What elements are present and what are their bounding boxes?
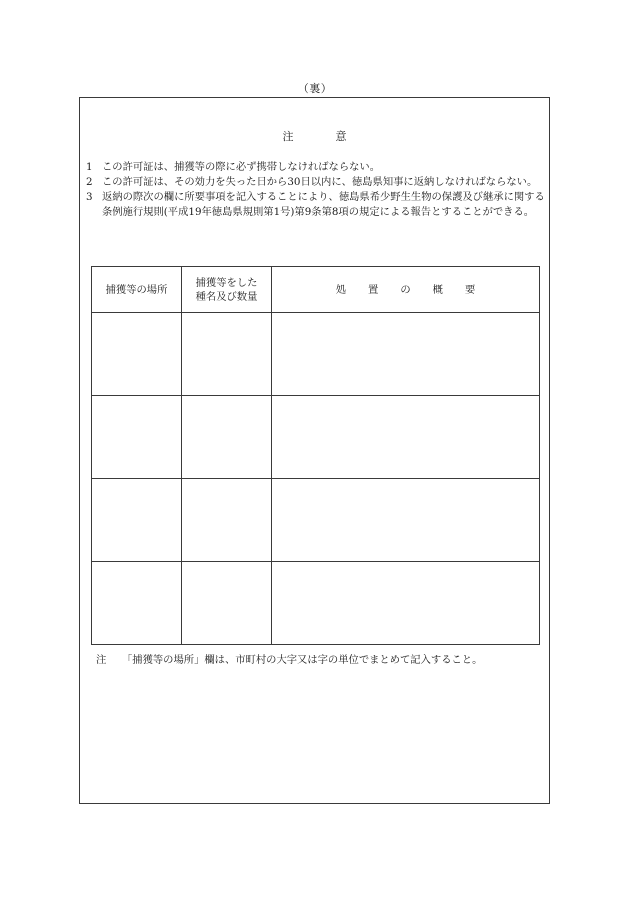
cell-species[interactable] [182, 562, 272, 645]
table-row [92, 479, 540, 562]
notes-list [86, 160, 548, 220]
cell-place[interactable] [92, 479, 182, 562]
notes-title [80, 128, 549, 144]
notes-title-char: 注 [282, 130, 294, 143]
cell-summary[interactable] [272, 479, 540, 562]
page-side-label: （裏） [297, 82, 333, 95]
capture-report-table [91, 266, 540, 645]
note-item [86, 160, 548, 175]
note-number: 3 [86, 191, 93, 203]
table-row [92, 562, 540, 645]
footnote-text: 「捕獲等の場所」欄は、市町村の大字又は字の単位でまとめて記入すること。 [122, 654, 483, 666]
note-item [86, 175, 548, 190]
cell-place[interactable] [92, 396, 182, 479]
header-capture-place: 捕獲等の場所 [92, 267, 182, 313]
cell-species[interactable] [182, 313, 272, 396]
header-species-quantity [182, 267, 272, 313]
cell-species[interactable] [182, 479, 272, 562]
note-number: 1 [86, 161, 93, 173]
cell-species[interactable] [182, 396, 272, 479]
note-text: この許可証は、捕獲等の際に必ず携帯しなければならない。 [102, 161, 381, 173]
header-species-line: 種名及び数量 [195, 290, 258, 303]
table-footnote [96, 651, 546, 666]
footnote-label: 注 [96, 654, 107, 666]
header-summary-char: の [400, 283, 411, 296]
cell-place[interactable] [92, 313, 182, 396]
header-summary-char: 処 [335, 283, 347, 296]
cell-summary[interactable] [272, 562, 540, 645]
header-species-line: 捕獲等をした [195, 276, 258, 289]
note-number: 2 [86, 176, 93, 188]
note-item [86, 190, 548, 220]
header-disposition-summary [272, 267, 540, 313]
permit-back-frame [79, 97, 550, 804]
cell-summary[interactable] [272, 396, 540, 479]
table-row [92, 396, 540, 479]
table-row [92, 313, 540, 396]
note-text: この許可証は、その効力を失った日から30日以内に、徳島県知事に返納しなければならない。 [102, 176, 538, 188]
header-summary-char: 要 [464, 283, 476, 296]
notes-title-char: 意 [335, 130, 347, 143]
header-summary-char: 概 [432, 283, 443, 296]
cell-summary[interactable] [272, 313, 540, 396]
table-header-row [92, 267, 540, 313]
cell-place[interactable] [92, 562, 182, 645]
header-summary-char: 置 [368, 283, 379, 296]
note-text: 返納の際次の欄に所要事項を記入することにより、徳島県希少野生生物の保護及び継承に関する条例施行規則(平成19年徳島県規則第1号)第9条第8項の規定による報告とすることができる。 [102, 191, 545, 218]
